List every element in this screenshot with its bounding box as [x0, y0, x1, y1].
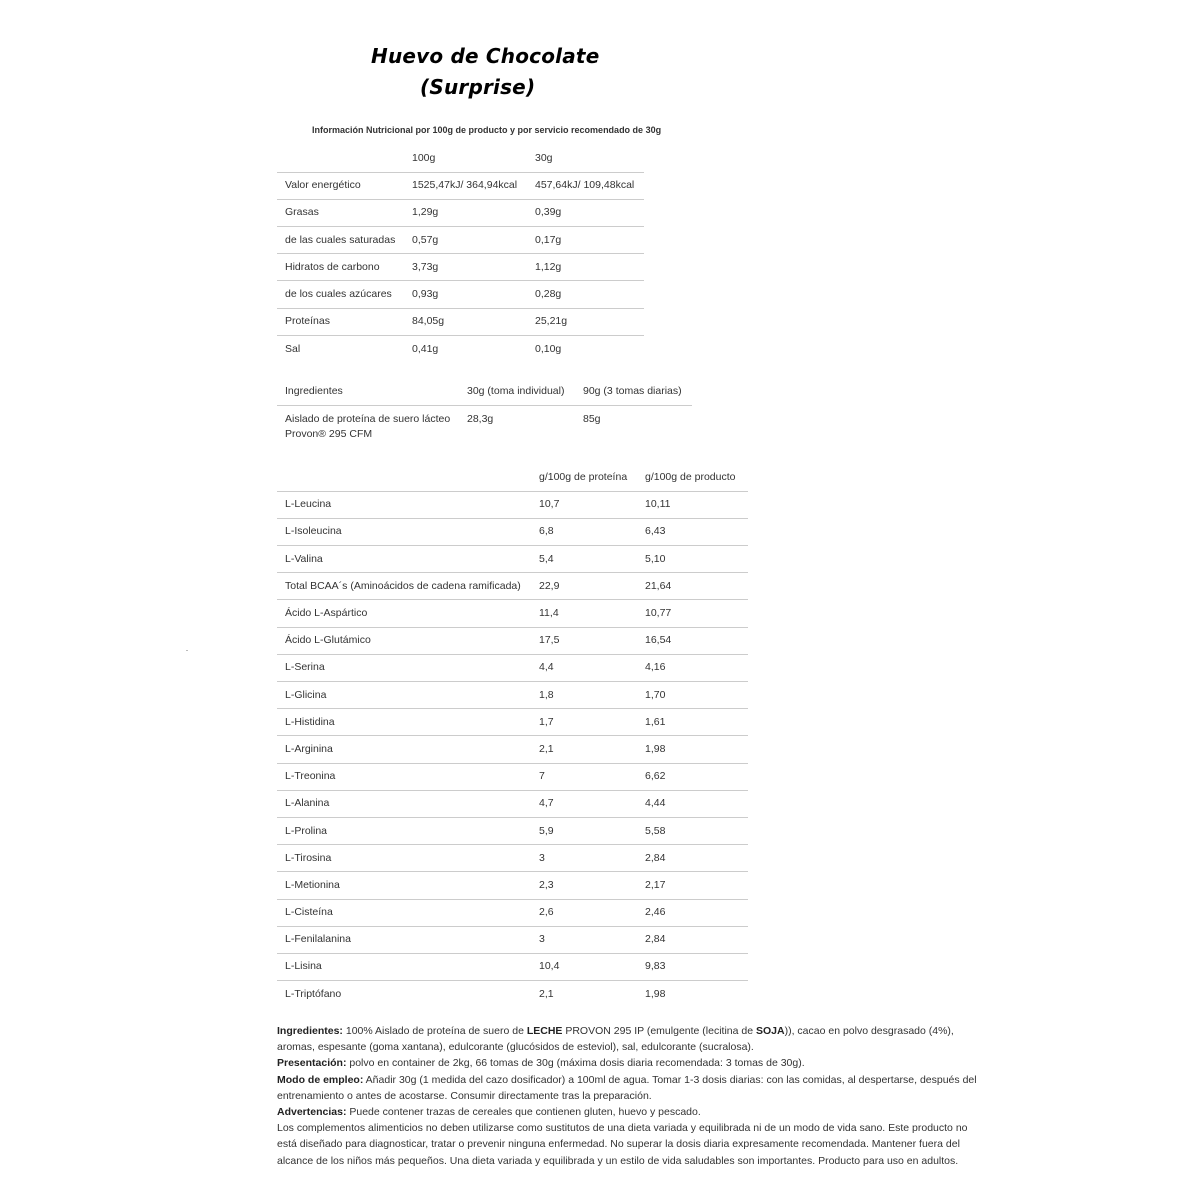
ingredients-label: Ingredientes:: [277, 1025, 343, 1037]
table-cell: 5,10: [637, 546, 748, 573]
table-cell: 11,4: [531, 600, 637, 627]
ingredients-text-3: )), cacao en polvo desgrasado (4%), aromas, espesante (goma xantana), edulcorante (glucósidos de esteviol), sal, edulcorante (sucralosa).: [277, 1025, 954, 1054]
table-row: [277, 199, 644, 226]
table-cell: Sal: [285, 342, 301, 355]
warnings-label: Advertencias:: [277, 1106, 347, 1119]
table-row: [277, 254, 644, 281]
allergen-leche: LECHE: [526, 1025, 563, 1037]
usage-label: Modo de empleo:: [277, 1073, 364, 1086]
table-row: [277, 736, 748, 763]
table-cell: L-Serina: [277, 654, 531, 681]
table-cell: 1,29g: [404, 199, 527, 226]
table-cell: de los cuales azúcares: [277, 281, 404, 308]
table-row: [277, 172, 644, 199]
table-cell: L-Lisina: [277, 953, 531, 980]
table-cell: 2,6: [531, 899, 637, 926]
table-cell: 2,1: [539, 987, 554, 1000]
table-cell: 2,84: [637, 845, 748, 872]
table-cell: 5,4: [531, 546, 637, 573]
table-row: [277, 627, 748, 654]
product-subtitle: (Surprise): [420, 75, 536, 99]
table-header-row: [277, 145, 644, 172]
table-cell: 2,1: [531, 736, 637, 763]
table-row: [277, 308, 644, 335]
table-cell: 3: [531, 845, 637, 872]
table-cell: L-Alanina: [277, 790, 531, 817]
column-header: Ingredientes: [277, 378, 459, 405]
table-cell: 1,98: [637, 736, 748, 763]
table-cell: Grasas: [277, 199, 404, 226]
ingredients-table: [277, 378, 692, 447]
usage-paragraph: [277, 1072, 987, 1104]
table-cell: L-Arginina: [277, 736, 531, 763]
table-cell: 3,73g: [404, 254, 527, 281]
table-row: [277, 227, 644, 254]
table-row: [277, 709, 748, 736]
table-row: [277, 926, 748, 953]
column-header: 100g: [404, 145, 527, 172]
stray-mark: [186, 650, 188, 651]
table-cell: 21,64: [637, 573, 748, 600]
table-row: [277, 573, 748, 600]
table-cell: 28,3g: [467, 412, 494, 425]
table-cell: 25,21g: [527, 308, 644, 335]
table-cell: 16,54: [637, 627, 748, 654]
table-cell: L-Triptófano: [285, 987, 342, 1000]
presentation-text: polvo en container de 2kg, 66 tomas de 30g (máxima dosis diaria recomendada: 3 tomas de 30g).: [346, 1057, 805, 1070]
table-cell: 84,05g: [404, 308, 527, 335]
table-cell: Hidratos de carbono: [277, 254, 404, 281]
table-cell: 6,43: [637, 518, 748, 545]
table-row: [277, 600, 748, 627]
table-cell: 4,44: [637, 790, 748, 817]
table-cell: 2,17: [637, 872, 748, 899]
table-cell: L-Histidina: [277, 709, 531, 736]
column-header: g/100g de producto: [637, 464, 748, 491]
table-cell: 457,64kJ/ 109,48kcal: [527, 172, 644, 199]
table-row: [277, 899, 748, 926]
table-cell: 2,3: [531, 872, 637, 899]
table-header-row: [277, 464, 748, 491]
table-cell: 0,93g: [404, 281, 527, 308]
table-row: [277, 981, 748, 1008]
table-cell: 1,70: [637, 682, 748, 709]
table-cell: 3: [531, 926, 637, 953]
ingredients-text-2: PROVON 295 IP (emulgente (lecitina de: [562, 1025, 756, 1037]
table-cell: 2,84: [637, 926, 748, 953]
table-cell: L-Prolina: [277, 817, 531, 844]
product-title: Huevo de Chocolate: [371, 44, 600, 68]
column-header: 90g (3 tomas diarias): [575, 378, 692, 405]
nutrition-table-body: [277, 145, 644, 363]
table-row: [277, 335, 644, 362]
disclaimer-paragraph: Los complementos alimenticios no deben utilizarse como sustitutos de una dieta variada y equilibrada ni de un modo de vida sano. Este producto no está diseñado para diagnosticar, tratar o prevenir ninguna enfermedad. No superar la dosis diaria expresamente recomendada. Mantener fuera del alcance de los niños más pequeños. Una dieta variada y equilibrada y un estilo de vida saludables son importantes. Producto para uso en adultos.: [277, 1122, 968, 1167]
table-cell: 7: [531, 763, 637, 790]
column-header: [277, 145, 404, 172]
table-cell: 0,10g: [535, 342, 562, 355]
ingredients-table-body: [277, 378, 692, 447]
table-cell: 1525,47kJ/ 364,94kcal: [404, 172, 527, 199]
table-header-row: [277, 378, 692, 405]
column-header: g/100g de proteína: [531, 464, 637, 491]
aminoacid-table: [277, 464, 748, 1008]
table-cell: 0,28g: [527, 281, 644, 308]
table-cell: Aislado de proteína de suero lácteo Provon® 295 CFM: [285, 412, 451, 440]
product-notes: [277, 1023, 987, 1169]
allergen-soja: SOJA: [756, 1025, 785, 1037]
table-cell: 0,39g: [527, 199, 644, 226]
table-cell: 1,98: [645, 987, 666, 1000]
table-cell: Ácido L-Glutámico: [277, 627, 531, 654]
table-row: [277, 281, 644, 308]
table-cell: 10,4: [531, 953, 637, 980]
table-cell: 5,58: [637, 817, 748, 844]
table-cell: 85g: [583, 412, 601, 425]
presentation-label: Presentación:: [277, 1057, 347, 1070]
table-cell: 2,46: [637, 899, 748, 926]
table-row: [277, 817, 748, 844]
table-cell: 0,17g: [527, 227, 644, 254]
presentation-paragraph: [277, 1055, 987, 1071]
table-cell: L-Fenilalanina: [277, 926, 531, 953]
table-cell: 22,9: [531, 573, 637, 600]
table-cell: de las cuales saturadas: [277, 227, 404, 254]
nutrition-table: [277, 145, 644, 363]
table-cell: Valor energético: [277, 172, 404, 199]
table-row: [277, 546, 748, 573]
nutrition-caption: Información Nutricional por 100g de producto y por servicio recomendado de 30g: [312, 125, 662, 135]
table-row: [277, 518, 748, 545]
table-row: [277, 763, 748, 790]
table-row: [277, 845, 748, 872]
table-cell: 9,83: [637, 953, 748, 980]
table-cell: 0,57g: [404, 227, 527, 254]
column-header: 30g (toma individual): [459, 378, 575, 405]
table-cell: 4,16: [637, 654, 748, 681]
table-cell: L-Isoleucina: [277, 518, 531, 545]
table-row: [277, 872, 748, 899]
table-cell: 6,62: [637, 763, 748, 790]
table-cell: L-Leucina: [277, 491, 531, 518]
ingredients-text-1: 100% Aislado de proteína de suero de: [342, 1025, 527, 1037]
warnings-text: Puede contener trazas de cereales que contienen gluten, huevo y pescado.: [346, 1106, 701, 1119]
table-cell: L-Valina: [277, 546, 531, 573]
ingredients-paragraph: [277, 1023, 987, 1055]
table-cell: 4,7: [531, 790, 637, 817]
table-cell: 10,11: [637, 491, 748, 518]
table-cell: Total BCAA´s (Aminoácidos de cadena ramificada): [277, 573, 531, 600]
table-cell: L-Metionina: [277, 872, 531, 899]
table-cell: Ácido L-Aspártico: [277, 600, 531, 627]
table-row: [277, 790, 748, 817]
table-row: [277, 953, 748, 980]
warnings-paragraph: [277, 1104, 987, 1120]
table-cell: 17,5: [531, 627, 637, 654]
table-cell: Proteínas: [277, 308, 404, 335]
table-cell: 10,77: [637, 600, 748, 627]
column-header: 30g: [527, 145, 644, 172]
table-cell: L-Glicina: [277, 682, 531, 709]
column-header: [277, 464, 531, 491]
table-cell: 1,12g: [527, 254, 644, 281]
table-cell: 1,8: [531, 682, 637, 709]
table-cell: 6,8: [531, 518, 637, 545]
usage-text: Añadir 30g (1 medida del cazo dosificador) a 100ml de agua. Tomar 1-3 dosis diarias: con las comidas, al despertarse, después del entrenamiento o antes de acostarse. Consumir directamente tras la preparación.: [277, 1073, 977, 1102]
table-cell: 1,7: [531, 709, 637, 736]
table-row: [277, 654, 748, 681]
table-cell: L-Cisteína: [277, 899, 531, 926]
table-row: [277, 405, 692, 447]
table-cell: L-Treonina: [277, 763, 531, 790]
table-cell: 4,4: [531, 654, 637, 681]
table-row: [277, 682, 748, 709]
table-cell: 5,9: [531, 817, 637, 844]
table-cell: 10,7: [531, 491, 637, 518]
aminoacid-table-body: [277, 464, 748, 1008]
table-cell: L-Tirosina: [277, 845, 531, 872]
table-cell: 1,61: [637, 709, 748, 736]
table-row: [277, 491, 748, 518]
table-cell: 0,41g: [412, 342, 439, 355]
